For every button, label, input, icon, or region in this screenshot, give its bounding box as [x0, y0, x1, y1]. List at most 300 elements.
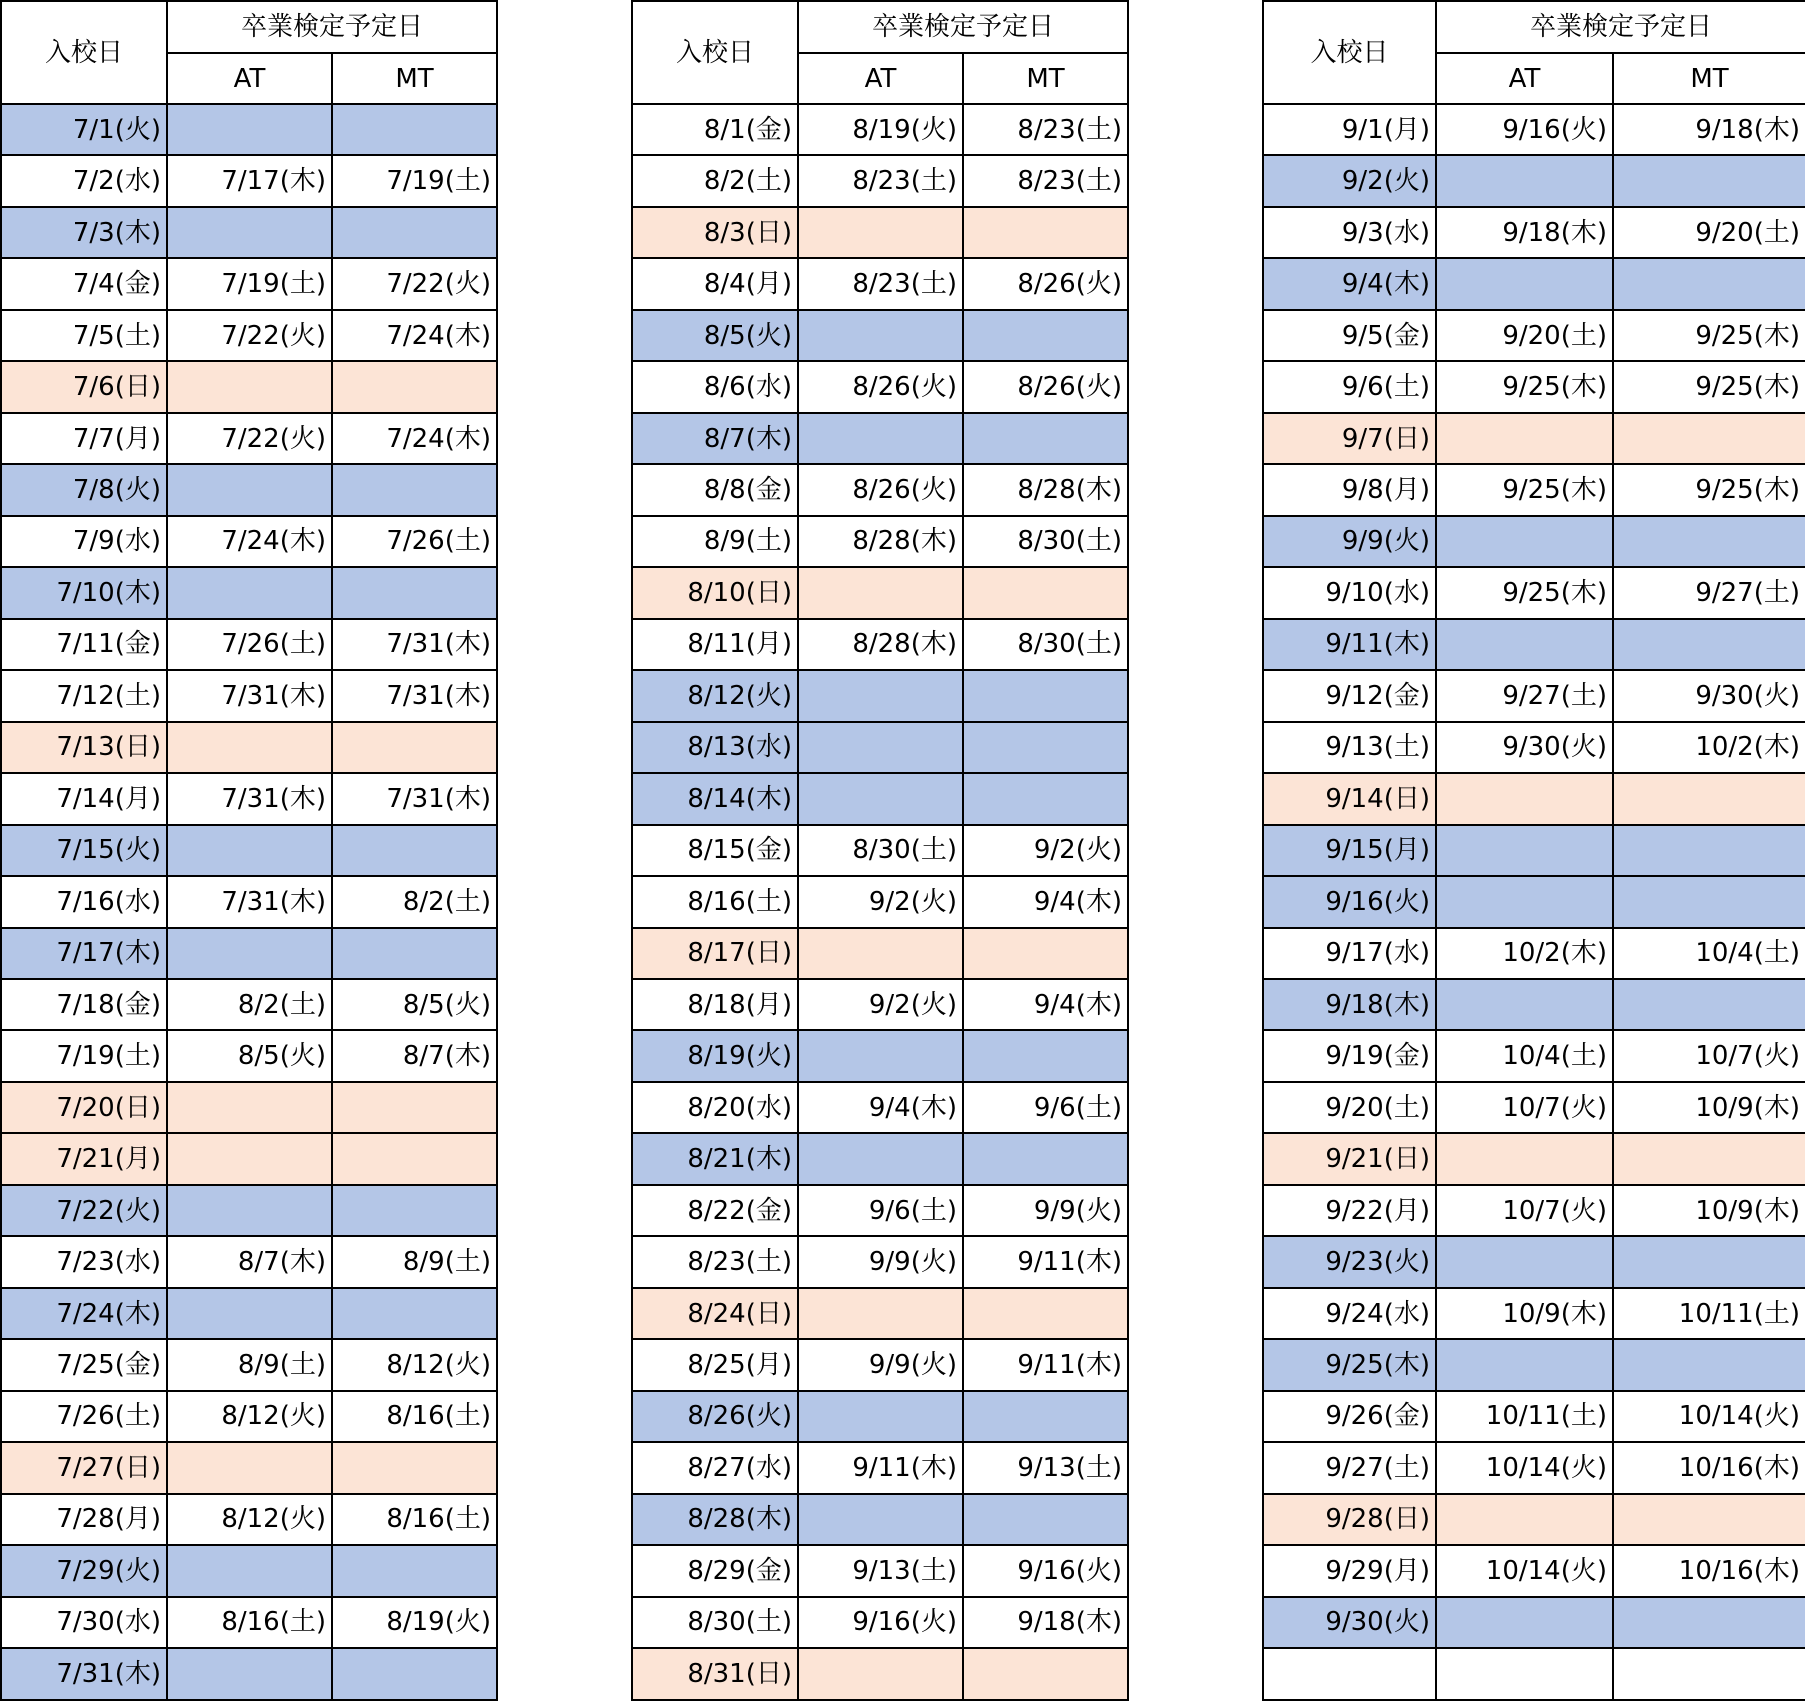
at-date-cell: 8/2(土) — [167, 979, 332, 1030]
mt-date-cell: 8/9(土) — [332, 1236, 497, 1287]
mt-date-cell — [963, 567, 1128, 618]
at-date-cell — [798, 1288, 963, 1339]
at-date-cell: 8/12(火) — [167, 1391, 332, 1442]
entry-date-cell: 8/17(日) — [632, 928, 798, 979]
table-row — [1, 876, 497, 927]
at-date-cell: 9/25(木) — [1436, 464, 1613, 515]
mt-date-cell — [332, 722, 497, 773]
mt-date-cell — [1613, 413, 1805, 464]
table-row — [632, 567, 1128, 618]
mt-date-cell — [332, 1545, 497, 1596]
entry-date-cell: 7/2(水) — [1, 155, 167, 206]
mt-date-cell: 8/16(土) — [332, 1391, 497, 1442]
mt-date-cell: 9/13(土) — [963, 1442, 1128, 1493]
mt-date-cell — [963, 1391, 1128, 1442]
mt-date-cell: 7/31(木) — [332, 670, 497, 721]
mt-date-cell: 9/4(木) — [963, 876, 1128, 927]
at-date-cell — [1436, 1133, 1613, 1184]
at-date-cell: 8/26(火) — [798, 361, 963, 412]
mt-date-cell: 9/25(木) — [1613, 464, 1805, 515]
entry-date-cell: 7/26(土) — [1, 1391, 167, 1442]
entry-date-cell: 7/10(木) — [1, 567, 167, 618]
table-row — [1, 516, 497, 567]
entry-date-cell: 9/1(月) — [1263, 104, 1436, 155]
at-date-cell: 8/23(土) — [798, 258, 963, 309]
mt-date-cell — [332, 825, 497, 876]
entry-date-header: 入校日 — [1, 1, 167, 104]
at-date-cell: 8/28(木) — [798, 516, 963, 567]
mt-date-cell: 10/16(木) — [1613, 1442, 1805, 1493]
table-row — [1263, 258, 1805, 309]
table-row — [632, 1030, 1128, 1081]
mt-date-cell: 10/4(土) — [1613, 928, 1805, 979]
table-row — [1263, 1082, 1805, 1133]
table-row — [1263, 567, 1805, 618]
entry-date-header: 入校日 — [632, 1, 798, 104]
table-row — [1, 722, 497, 773]
at-date-cell — [167, 1082, 332, 1133]
mt-date-cell — [963, 1030, 1128, 1081]
at-date-cell: 8/16(土) — [167, 1597, 332, 1648]
mt-date-cell — [332, 464, 497, 515]
at-date-cell: 9/2(火) — [798, 979, 963, 1030]
entry-date-cell: 7/16(水) — [1, 876, 167, 927]
mt-date-cell — [332, 1082, 497, 1133]
at-date-cell: 9/25(木) — [1436, 567, 1613, 618]
entry-date-cell: 9/21(日) — [1263, 1133, 1436, 1184]
at-date-cell: 9/25(木) — [1436, 361, 1613, 412]
at-date-cell: 9/30(火) — [1436, 722, 1613, 773]
at-date-cell — [798, 773, 963, 824]
table-row — [632, 722, 1128, 773]
table-row — [632, 361, 1128, 412]
mt-date-cell: 8/16(土) — [332, 1494, 497, 1545]
at-date-cell — [798, 1494, 963, 1545]
table-row — [1263, 1442, 1805, 1493]
entry-date-cell: 8/11(月) — [632, 619, 798, 670]
table-row — [632, 464, 1128, 515]
at-date-cell — [1436, 1339, 1613, 1390]
mt-date-cell: 10/9(木) — [1613, 1082, 1805, 1133]
entry-date-cell: 8/22(金) — [632, 1185, 798, 1236]
at-date-cell — [1436, 876, 1613, 927]
at-date-cell — [167, 1545, 332, 1596]
at-date-cell — [1436, 413, 1613, 464]
table-row — [1263, 1236, 1805, 1287]
entry-date-cell: 9/22(月) — [1263, 1185, 1436, 1236]
mt-date-cell: 9/25(木) — [1613, 361, 1805, 412]
table-row — [1, 104, 497, 155]
entry-date-cell: 8/5(火) — [632, 310, 798, 361]
at-date-cell — [1436, 1597, 1613, 1648]
entry-date-cell: 9/28(日) — [1263, 1494, 1436, 1545]
table-row — [632, 1185, 1128, 1236]
table-row — [632, 1288, 1128, 1339]
mt-date-cell — [963, 1494, 1128, 1545]
mt-date-cell — [963, 773, 1128, 824]
entry-date-cell: 9/4(木) — [1263, 258, 1436, 309]
table-row — [1263, 516, 1805, 567]
table-row — [1, 1545, 497, 1596]
at-date-cell — [167, 928, 332, 979]
entry-date-cell: 8/23(土) — [632, 1236, 798, 1287]
at-date-cell: 10/14(火) — [1436, 1442, 1613, 1493]
entry-date-cell: 7/24(木) — [1, 1288, 167, 1339]
mt-date-cell — [332, 1288, 497, 1339]
entry-date-cell: 7/31(木) — [1, 1648, 167, 1699]
at-date-cell — [1436, 258, 1613, 309]
entry-date-cell: 7/4(金) — [1, 258, 167, 309]
mt-header: MT — [1613, 53, 1805, 104]
table-row — [1, 567, 497, 618]
mt-date-cell: 9/16(火) — [963, 1545, 1128, 1596]
table-row — [1, 413, 497, 464]
table-row — [1, 258, 497, 309]
mt-date-cell — [1613, 1339, 1805, 1390]
at-date-cell: 10/2(木) — [1436, 928, 1613, 979]
mt-date-cell: 9/20(土) — [1613, 207, 1805, 258]
table-row — [1263, 1133, 1805, 1184]
mt-date-cell — [1613, 1648, 1805, 1699]
mt-date-cell — [963, 207, 1128, 258]
mt-date-cell — [1613, 619, 1805, 670]
at-date-cell — [167, 722, 332, 773]
entry-date-cell: 8/26(火) — [632, 1391, 798, 1442]
table-row — [1263, 310, 1805, 361]
mt-date-cell — [332, 207, 497, 258]
at-date-cell — [167, 1442, 332, 1493]
entry-date-cell: 7/23(水) — [1, 1236, 167, 1287]
at-date-cell — [798, 1030, 963, 1081]
entry-date-cell: 9/26(金) — [1263, 1391, 1436, 1442]
table-row — [1, 1442, 497, 1493]
at-date-cell — [167, 464, 332, 515]
entry-date-cell: 8/24(日) — [632, 1288, 798, 1339]
at-date-cell: 7/31(木) — [167, 773, 332, 824]
mt-date-cell — [1613, 1236, 1805, 1287]
mt-date-cell: 8/30(土) — [963, 619, 1128, 670]
entry-date-cell: 9/14(日) — [1263, 773, 1436, 824]
table-row — [1, 464, 497, 515]
table-row — [1263, 928, 1805, 979]
at-date-cell: 8/12(火) — [167, 1494, 332, 1545]
table-row — [1263, 1494, 1805, 1545]
at-date-cell — [798, 1648, 963, 1699]
entry-date-cell: 8/12(火) — [632, 670, 798, 721]
mt-date-cell: 8/2(土) — [332, 876, 497, 927]
mt-date-cell: 7/24(木) — [332, 413, 497, 464]
entry-date-cell: 7/27(日) — [1, 1442, 167, 1493]
mt-date-cell — [332, 1648, 497, 1699]
table-row — [632, 1494, 1128, 1545]
table-row — [1263, 773, 1805, 824]
table-row — [1, 1030, 497, 1081]
mt-date-cell: 9/18(木) — [1613, 104, 1805, 155]
entry-date-cell: 9/16(火) — [1263, 876, 1436, 927]
entry-date-cell: 8/20(水) — [632, 1082, 798, 1133]
table-row — [632, 104, 1128, 155]
mt-date-cell: 7/19(土) — [332, 155, 497, 206]
mt-date-cell: 8/5(火) — [332, 979, 497, 1030]
at-date-cell: 8/7(木) — [167, 1236, 332, 1287]
table-row — [1, 1648, 497, 1699]
table-row — [1, 1339, 497, 1390]
table-row — [1263, 1545, 1805, 1596]
mt-date-cell — [1613, 876, 1805, 927]
mt-date-cell — [332, 1442, 497, 1493]
table-row — [1263, 1030, 1805, 1081]
entry-date-cell: 8/13(水) — [632, 722, 798, 773]
table-row — [1263, 361, 1805, 412]
entry-date-cell: 8/14(木) — [632, 773, 798, 824]
table-row — [1263, 1648, 1805, 1699]
at-date-cell: 7/22(火) — [167, 413, 332, 464]
table-row — [1263, 155, 1805, 206]
at-date-cell: 10/4(土) — [1436, 1030, 1613, 1081]
at-date-cell — [798, 1391, 963, 1442]
at-date-cell — [167, 207, 332, 258]
entry-date-cell: 7/25(金) — [1, 1339, 167, 1390]
entry-date-cell: 9/11(木) — [1263, 619, 1436, 670]
at-date-cell — [167, 1133, 332, 1184]
at-date-cell — [798, 413, 963, 464]
mt-date-cell: 10/7(火) — [1613, 1030, 1805, 1081]
mt-date-cell: 10/11(土) — [1613, 1288, 1805, 1339]
mt-date-cell: 8/26(火) — [963, 361, 1128, 412]
entry-date-cell: 8/6(水) — [632, 361, 798, 412]
table-row — [1263, 619, 1805, 670]
mt-date-cell: 9/30(火) — [1613, 670, 1805, 721]
at-date-cell: 10/7(火) — [1436, 1185, 1613, 1236]
at-date-cell — [1436, 155, 1613, 206]
entry-date-header: 入校日 — [1263, 1, 1436, 104]
entry-date-cell: 9/2(火) — [1263, 155, 1436, 206]
entry-date-cell: 9/8(月) — [1263, 464, 1436, 515]
at-date-cell: 8/26(火) — [798, 464, 963, 515]
table-row — [1263, 207, 1805, 258]
table-row — [1, 155, 497, 206]
schedule-table-september — [1262, 0, 1805, 1701]
entry-date-cell: 7/29(火) — [1, 1545, 167, 1596]
entry-date-cell: 9/17(水) — [1263, 928, 1436, 979]
table-row — [632, 1082, 1128, 1133]
graduation-date-header: 卒業検定予定日 — [798, 1, 1128, 53]
entry-date-cell: 7/17(木) — [1, 928, 167, 979]
at-date-cell — [798, 310, 963, 361]
at-date-cell: 7/22(火) — [167, 310, 332, 361]
at-date-cell: 9/11(木) — [798, 1442, 963, 1493]
table-row — [632, 413, 1128, 464]
table-row — [1263, 670, 1805, 721]
at-date-cell — [1436, 1494, 1613, 1545]
table-row — [632, 1236, 1128, 1287]
at-date-cell: 9/9(火) — [798, 1236, 963, 1287]
at-date-cell: 8/28(木) — [798, 619, 963, 670]
at-date-cell — [1436, 979, 1613, 1030]
at-date-cell: 8/19(火) — [798, 104, 963, 155]
table-row — [1, 310, 497, 361]
table-row — [1263, 1288, 1805, 1339]
entry-date-cell: 7/8(火) — [1, 464, 167, 515]
entry-date-cell: 7/1(火) — [1, 104, 167, 155]
entry-date-cell: 8/2(土) — [632, 155, 798, 206]
entry-date-cell: 9/15(月) — [1263, 825, 1436, 876]
entry-date-cell: 8/10(日) — [632, 567, 798, 618]
table-row — [632, 1133, 1128, 1184]
table-row — [632, 258, 1128, 309]
at-date-cell — [167, 825, 332, 876]
entry-date-cell: 8/27(水) — [632, 1442, 798, 1493]
at-date-cell — [167, 1648, 332, 1699]
mt-date-cell — [1613, 825, 1805, 876]
at-date-cell — [798, 567, 963, 618]
table-row — [1, 979, 497, 1030]
entry-date-cell: 7/15(火) — [1, 825, 167, 876]
entry-date-cell: 9/25(木) — [1263, 1339, 1436, 1390]
mt-date-cell — [332, 1185, 497, 1236]
at-date-cell: 10/7(火) — [1436, 1082, 1613, 1133]
schedule-table-august — [631, 0, 1129, 1701]
mt-date-cell — [332, 104, 497, 155]
entry-date-cell: 9/5(金) — [1263, 310, 1436, 361]
at-date-cell: 8/5(火) — [167, 1030, 332, 1081]
entry-date-cell: 8/25(月) — [632, 1339, 798, 1390]
at-date-cell: 9/4(木) — [798, 1082, 963, 1133]
at-date-cell — [798, 928, 963, 979]
at-date-cell: 9/6(土) — [798, 1185, 963, 1236]
mt-date-cell — [963, 1288, 1128, 1339]
table-row — [1263, 413, 1805, 464]
mt-date-cell: 8/28(木) — [963, 464, 1128, 515]
at-date-cell — [1436, 516, 1613, 567]
table-row — [1263, 1185, 1805, 1236]
at-date-cell — [1436, 1648, 1613, 1699]
at-date-cell: 7/17(木) — [167, 155, 332, 206]
at-date-cell: 9/20(土) — [1436, 310, 1613, 361]
entry-date-cell: 9/27(土) — [1263, 1442, 1436, 1493]
table-row — [632, 1391, 1128, 1442]
at-date-cell — [167, 567, 332, 618]
mt-date-cell — [1613, 155, 1805, 206]
table-row — [1263, 464, 1805, 515]
mt-date-cell: 7/31(木) — [332, 773, 497, 824]
entry-date-cell: 8/8(金) — [632, 464, 798, 515]
mt-date-cell — [963, 310, 1128, 361]
at-header: AT — [1436, 53, 1613, 104]
entry-date-cell: 7/13(日) — [1, 722, 167, 773]
entry-date-cell: 9/23(火) — [1263, 1236, 1436, 1287]
entry-date-cell: 8/30(土) — [632, 1597, 798, 1648]
mt-date-cell: 8/23(土) — [963, 104, 1128, 155]
table-row — [1263, 979, 1805, 1030]
table-row — [1, 619, 497, 670]
at-date-cell: 9/16(火) — [798, 1597, 963, 1648]
entry-date-cell: 9/13(土) — [1263, 722, 1436, 773]
mt-date-cell: 9/11(木) — [963, 1236, 1128, 1287]
table-row — [1, 1494, 497, 1545]
table-row — [632, 1339, 1128, 1390]
table-row — [632, 979, 1128, 1030]
entry-date-cell: 7/21(月) — [1, 1133, 167, 1184]
at-date-cell: 7/24(木) — [167, 516, 332, 567]
mt-date-cell: 8/30(土) — [963, 516, 1128, 567]
mt-date-cell — [1613, 258, 1805, 309]
at-date-cell — [798, 670, 963, 721]
entry-date-cell: 8/15(金) — [632, 825, 798, 876]
at-date-cell: 8/23(土) — [798, 155, 963, 206]
entry-date-cell: 7/19(土) — [1, 1030, 167, 1081]
entry-date-cell: 8/9(土) — [632, 516, 798, 567]
entry-date-cell: 7/14(月) — [1, 773, 167, 824]
entry-date-cell: 8/29(金) — [632, 1545, 798, 1596]
mt-date-cell: 10/9(木) — [1613, 1185, 1805, 1236]
entry-date-cell: 7/11(金) — [1, 619, 167, 670]
at-date-cell — [798, 207, 963, 258]
entry-date-cell: 7/22(火) — [1, 1185, 167, 1236]
entry-date-cell: 8/3(日) — [632, 207, 798, 258]
mt-date-cell: 9/18(木) — [963, 1597, 1128, 1648]
mt-date-cell: 7/24(木) — [332, 310, 497, 361]
at-date-cell: 9/9(火) — [798, 1339, 963, 1390]
entry-date-cell: 9/7(日) — [1263, 413, 1436, 464]
at-date-cell — [167, 361, 332, 412]
at-date-cell — [798, 722, 963, 773]
table-row — [1263, 722, 1805, 773]
at-date-cell — [1436, 825, 1613, 876]
at-date-cell — [1436, 773, 1613, 824]
at-date-cell: 8/30(土) — [798, 825, 963, 876]
mt-date-cell — [1613, 1494, 1805, 1545]
table-row — [632, 825, 1128, 876]
entry-date-cell: 8/19(火) — [632, 1030, 798, 1081]
table-row — [632, 670, 1128, 721]
table-row — [632, 876, 1128, 927]
entry-date-cell — [1263, 1648, 1436, 1699]
entry-date-cell: 8/4(月) — [632, 258, 798, 309]
entry-date-cell: 8/16(土) — [632, 876, 798, 927]
mt-date-cell — [1613, 773, 1805, 824]
entry-date-cell: 9/3(水) — [1263, 207, 1436, 258]
at-date-cell: 10/14(火) — [1436, 1545, 1613, 1596]
table-row — [1, 773, 497, 824]
at-date-cell: 10/9(木) — [1436, 1288, 1613, 1339]
mt-date-cell — [963, 1133, 1128, 1184]
at-header: AT — [167, 53, 332, 104]
table-row — [1263, 825, 1805, 876]
at-header: AT — [798, 53, 963, 104]
table-row — [1263, 1391, 1805, 1442]
mt-date-cell — [332, 567, 497, 618]
mt-date-cell — [963, 722, 1128, 773]
table-row — [1263, 876, 1805, 927]
mt-date-cell: 9/4(木) — [963, 979, 1128, 1030]
table-row — [1, 1082, 497, 1133]
entry-date-cell: 9/9(火) — [1263, 516, 1436, 567]
entry-date-cell: 9/29(月) — [1263, 1545, 1436, 1596]
entry-date-cell: 7/5(土) — [1, 310, 167, 361]
entry-date-cell: 8/18(月) — [632, 979, 798, 1030]
mt-header: MT — [963, 53, 1128, 104]
at-date-cell: 10/11(土) — [1436, 1391, 1613, 1442]
table-row — [1, 361, 497, 412]
entry-date-cell: 7/7(月) — [1, 413, 167, 464]
table-row — [632, 310, 1128, 361]
entry-date-cell: 7/6(日) — [1, 361, 167, 412]
entry-date-cell: 7/28(月) — [1, 1494, 167, 1545]
table-row — [632, 1545, 1128, 1596]
table-row — [632, 928, 1128, 979]
table-row — [632, 1648, 1128, 1699]
